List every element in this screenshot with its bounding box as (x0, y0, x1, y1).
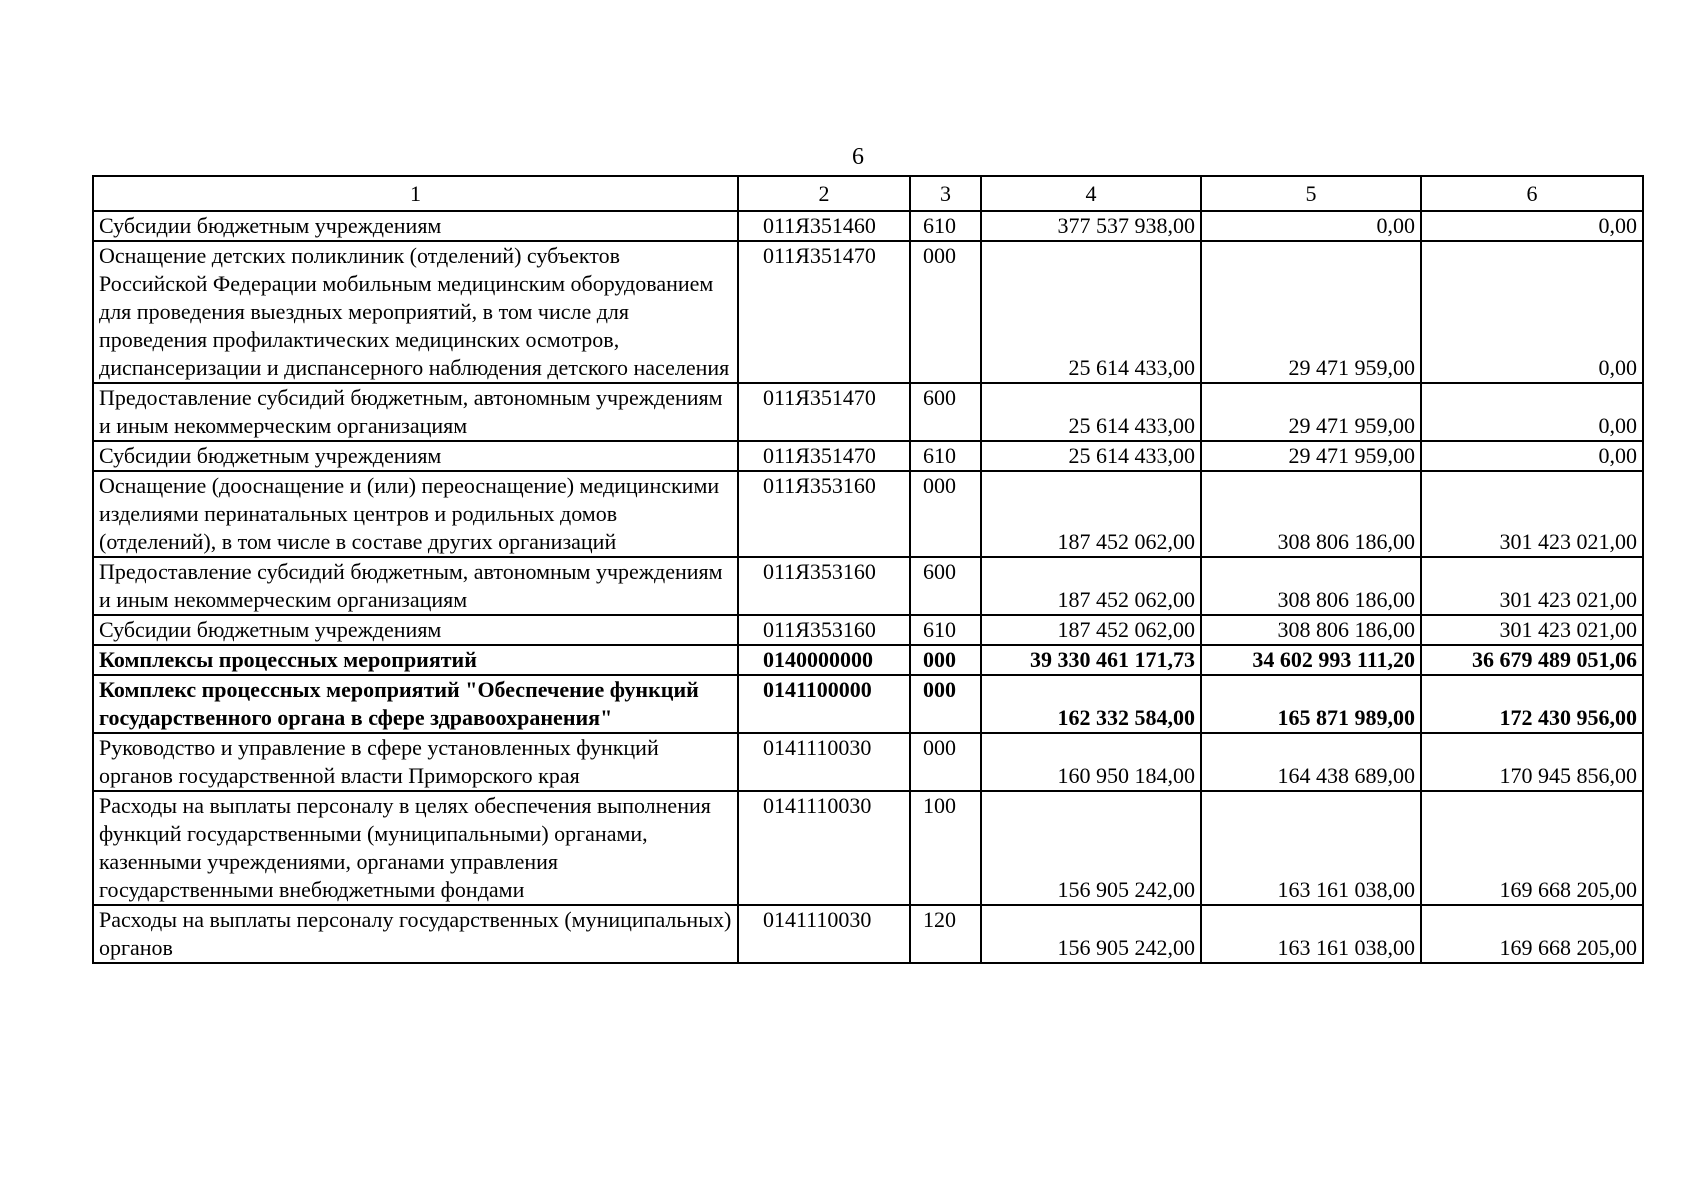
row-code: 011Я353160 (738, 471, 910, 557)
row-name: Комплексы процессных мероприятий (93, 645, 738, 675)
row-code: 011Я351470 (738, 441, 910, 471)
table-row-total (93, 645, 1643, 675)
row-value-4: 39 330 461 171,73 (981, 645, 1201, 675)
table-header-row (93, 176, 1643, 211)
row-type: 610 (910, 441, 981, 471)
row-code: 0141100000 (738, 675, 910, 733)
row-value-5: 308 806 186,00 (1201, 471, 1421, 557)
row-value-6: 0,00 (1421, 383, 1643, 441)
row-value-4: 25 614 433,00 (981, 383, 1201, 441)
table-row (93, 905, 1643, 963)
row-code: 011Я351470 (738, 383, 910, 441)
row-code: 0141110030 (738, 791, 910, 905)
row-value-6: 170 945 856,00 (1421, 733, 1643, 791)
column-header: 4 (981, 176, 1201, 211)
row-value-5: 29 471 959,00 (1201, 241, 1421, 383)
row-type: 000 (910, 241, 981, 383)
row-value-6: 169 668 205,00 (1421, 905, 1643, 963)
row-name: Расходы на выплаты персоналу в целях обеспечения выполнения функций государственными (муниципальными) органами, казенными учреждениями, органами управления государственными внебюджетными фондами (93, 791, 738, 905)
table-row (93, 471, 1643, 557)
row-code: 0141110030 (738, 733, 910, 791)
row-value-5: 29 471 959,00 (1201, 441, 1421, 471)
row-value-5: 163 161 038,00 (1201, 905, 1421, 963)
row-code: 011Я353160 (738, 557, 910, 615)
table-row (93, 241, 1643, 383)
row-type: 000 (910, 733, 981, 791)
row-name: Субсидии бюджетным учреждениям (93, 211, 738, 241)
row-name: Предоставление субсидий бюджетным, автономным учреждениям и иным некоммерческим организациям (93, 383, 738, 441)
row-value-5: 308 806 186,00 (1201, 615, 1421, 645)
row-value-4: 25 614 433,00 (981, 241, 1201, 383)
row-name: Расходы на выплаты персоналу государственных (муниципальных) органов (93, 905, 738, 963)
row-type: 610 (910, 615, 981, 645)
row-value-6: 169 668 205,00 (1421, 791, 1643, 905)
budget-table (92, 175, 1644, 964)
row-type: 000 (910, 645, 981, 675)
row-name: Руководство и управление в сфере установленных функций органов государственной власти Приморского края (93, 733, 738, 791)
row-name: Субсидии бюджетным учреждениям (93, 615, 738, 645)
row-name: Оснащение детских поликлиник (отделений) субъектов Российской Федерации мобильным медицинским оборудованием для проведения выездных мероприятий, в том числе для проведения профилактических медицинских осмотров, диспансеризации и диспансерного наблюдения детского населения (93, 241, 738, 383)
row-name: Оснащение (дооснащение и (или) переоснащение) медицинскими изделиями перинатальных центров и родильных домов (отделений), в том числе в составе других организаций (93, 471, 738, 557)
row-value-4: 156 905 242,00 (981, 791, 1201, 905)
table-row-total (93, 675, 1643, 733)
table-row (93, 791, 1643, 905)
row-name: Комплекс процессных мероприятий "Обеспечение функций государственного органа в сфере здравоохранения" (93, 675, 738, 733)
row-code: 011Я351470 (738, 241, 910, 383)
row-value-5: 163 161 038,00 (1201, 791, 1421, 905)
page-number: 6 (852, 144, 864, 170)
row-value-6: 0,00 (1421, 211, 1643, 241)
column-header: 2 (738, 176, 910, 211)
row-value-5: 0,00 (1201, 211, 1421, 241)
row-value-5: 164 438 689,00 (1201, 733, 1421, 791)
row-value-5: 308 806 186,00 (1201, 557, 1421, 615)
table-row (93, 557, 1643, 615)
row-name: Субсидии бюджетным учреждениям (93, 441, 738, 471)
row-value-4: 187 452 062,00 (981, 471, 1201, 557)
row-value-4: 160 950 184,00 (981, 733, 1201, 791)
row-code: 0141110030 (738, 905, 910, 963)
table-row (93, 211, 1643, 241)
row-code: 0140000000 (738, 645, 910, 675)
row-code: 011Я351460 (738, 211, 910, 241)
row-name: Предоставление субсидий бюджетным, автономным учреждениям и иным некоммерческим организациям (93, 557, 738, 615)
row-type: 100 (910, 791, 981, 905)
table-row (93, 733, 1643, 791)
row-value-6: 0,00 (1421, 441, 1643, 471)
row-value-4: 25 614 433,00 (981, 441, 1201, 471)
column-header: 1 (93, 176, 738, 211)
column-header: 3 (910, 176, 981, 211)
row-value-4: 377 537 938,00 (981, 211, 1201, 241)
row-value-4: 187 452 062,00 (981, 557, 1201, 615)
row-value-5: 165 871 989,00 (1201, 675, 1421, 733)
table-row (93, 615, 1643, 645)
row-type: 000 (910, 471, 981, 557)
row-value-6: 172 430 956,00 (1421, 675, 1643, 733)
row-value-5: 34 602 993 111,20 (1201, 645, 1421, 675)
row-type: 600 (910, 383, 981, 441)
row-value-6: 301 423 021,00 (1421, 615, 1643, 645)
row-value-6: 0,00 (1421, 241, 1643, 383)
table-row (93, 383, 1643, 441)
row-value-5: 29 471 959,00 (1201, 383, 1421, 441)
row-value-6: 301 423 021,00 (1421, 557, 1643, 615)
row-type: 120 (910, 905, 981, 963)
column-header: 6 (1421, 176, 1643, 211)
row-value-6: 36 679 489 051,06 (1421, 645, 1643, 675)
row-type: 600 (910, 557, 981, 615)
row-value-4: 187 452 062,00 (981, 615, 1201, 645)
row-value-4: 156 905 242,00 (981, 905, 1201, 963)
row-code: 011Я353160 (738, 615, 910, 645)
row-value-4: 162 332 584,00 (981, 675, 1201, 733)
row-type: 000 (910, 675, 981, 733)
table-row (93, 441, 1643, 471)
column-header: 5 (1201, 176, 1421, 211)
row-type: 610 (910, 211, 981, 241)
row-value-6: 301 423 021,00 (1421, 471, 1643, 557)
